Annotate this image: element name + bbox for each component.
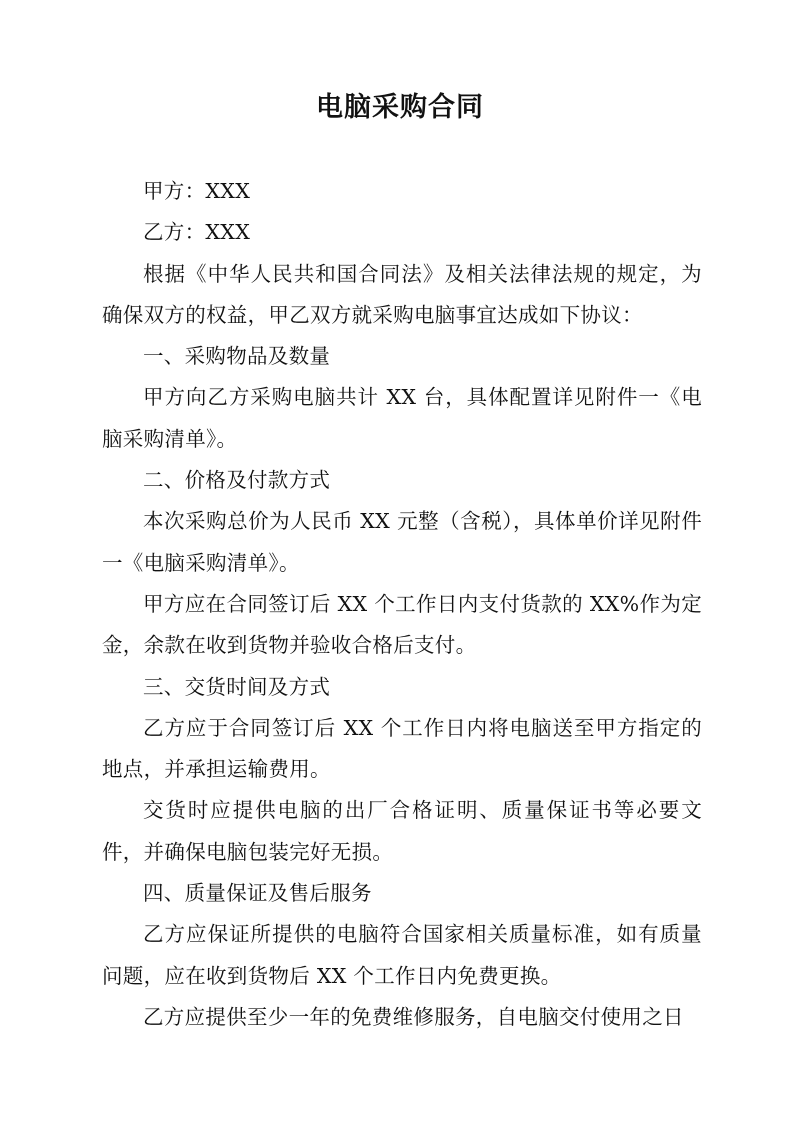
clause-paragraph: 乙方应于合同签订后 XX 个工作日内将电脑送至甲方指定的地点，并承担运输费用。 — [102, 715, 702, 782]
party-a-line: 甲方：XXX — [143, 179, 251, 203]
clause-paragraph: 交货时应提供电脑的出厂合格证明、质量保证书等必要文件，并确保电脑包装完好无损。 — [102, 798, 702, 864]
clause-paragraph: 甲方向乙方采购电脑共计 XX 台，具体配置详见附件一《电脑采购清单》。 — [102, 385, 702, 451]
clause-paragraph: 本次采购总价为人民币 XX 元整（含税），具体单价详见附件一《电脑采购清单》。 — [102, 509, 702, 575]
section-heading-1: 一、采购物品及数量 — [143, 344, 331, 369]
document-body — [102, 171, 702, 1038]
clause-paragraph: 甲方应在合同签订后 XX 个工作日内支付货款的 XX%作为定金，余款在收到货物并验收合格后支付。 — [102, 591, 702, 658]
section-heading-3: 三、交货时间及方式 — [143, 674, 331, 699]
party-b-line: 乙方：XXX — [143, 220, 251, 245]
section-heading-4: 四、质量保证及售后服务 — [143, 881, 372, 906]
clause-paragraph: 乙方应保证所提供的电脑符合国家相关质量标准，如有质量问题，应在收到货物后 XX 个工作日内免费更换。 — [102, 922, 702, 988]
page-title: 电脑采购合同 — [316, 92, 484, 123]
section-heading-2: 二、价格及付款方式 — [143, 468, 331, 493]
preamble-paragraph: 根据《中华人民共和国合同法》及相关法律法规的规定，为确保双方的权益，甲乙双方就采购电脑事宜达成如下协议： — [102, 261, 702, 327]
clause-paragraph: 乙方应提供至少一年的免费维修服务，自电脑交付使用之日 — [143, 1004, 684, 1029]
